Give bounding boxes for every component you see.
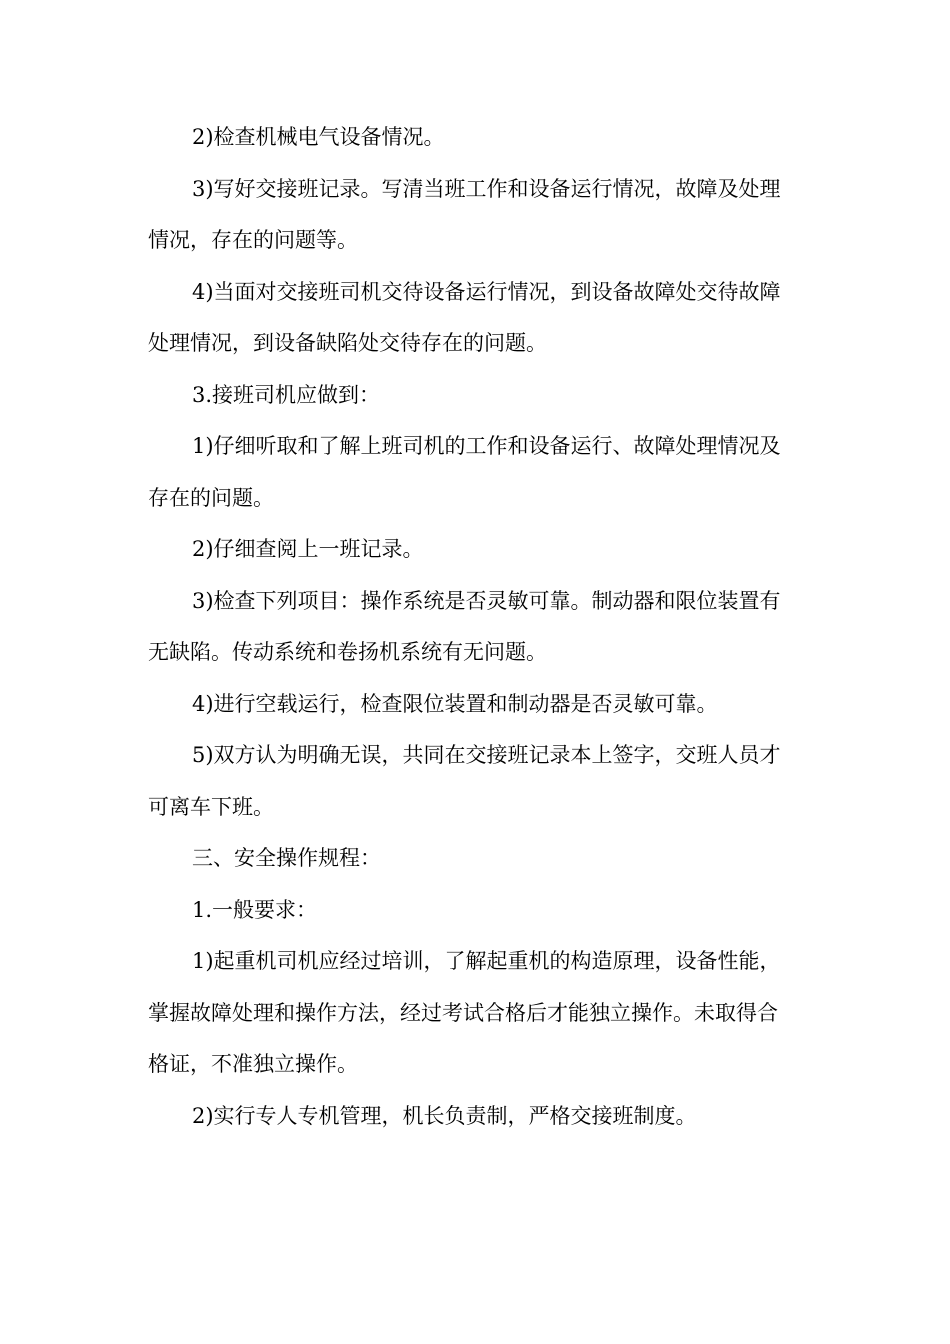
section-heading-incoming-driver: 3.接班司机应做到： [192, 382, 381, 407]
document-body [148, 112, 798, 1142]
paragraph-check-items: 3)检查下列项目：操作系统是否灵敏可靠。制动器和限位装置有无缺陷。传动系统和卷扬机系统有无问题。 [148, 588, 781, 664]
paragraph-review-record: 2)仔细查阅上一班记录。 [192, 537, 424, 561]
section-heading-safety-rules: 三、安全操作规程： [192, 846, 381, 870]
paragraph-operator-training: 1)起重机司机应经过培训，了解起重机的构造原理，设备性能，掌握故障处理和操作方法，经过考试合格后才能独立操作。未取得合格证，不准独立操作。 [148, 949, 781, 1076]
paragraph-handover-record: 3)写好交接班记录。写清当班工作和设备运行情况，故障及处理情况，存在的问题等。 [148, 176, 781, 252]
paragraph-sign-off: 5)双方认为明确无误，共同在交接班记录本上签字，交班人员才可离车下班。 [148, 743, 781, 819]
paragraph-dedicated-operator: 2)实行专人专机管理，机长负责制，严格交接班制度。 [192, 1103, 697, 1128]
section-heading-general-requirements: 1.一般要求： [192, 897, 318, 922]
paragraph-face-to-face-handover: 4)当面对交接班司机交待设备运行情况，到设备故障处交待故障处理情况，到设备缺陷处交待存在的问题。 [148, 279, 781, 355]
paragraph-no-load-test: 4)进行空载运行，检查限位装置和制动器是否灵敏可靠。 [192, 691, 718, 716]
paragraph-listen-carefully: 1)仔细听取和了解上班司机的工作和设备运行、故障处理情况及存在的问题。 [148, 434, 781, 510]
paragraph-check-equipment: 2)检查机械电气设备情况。 [192, 125, 445, 149]
